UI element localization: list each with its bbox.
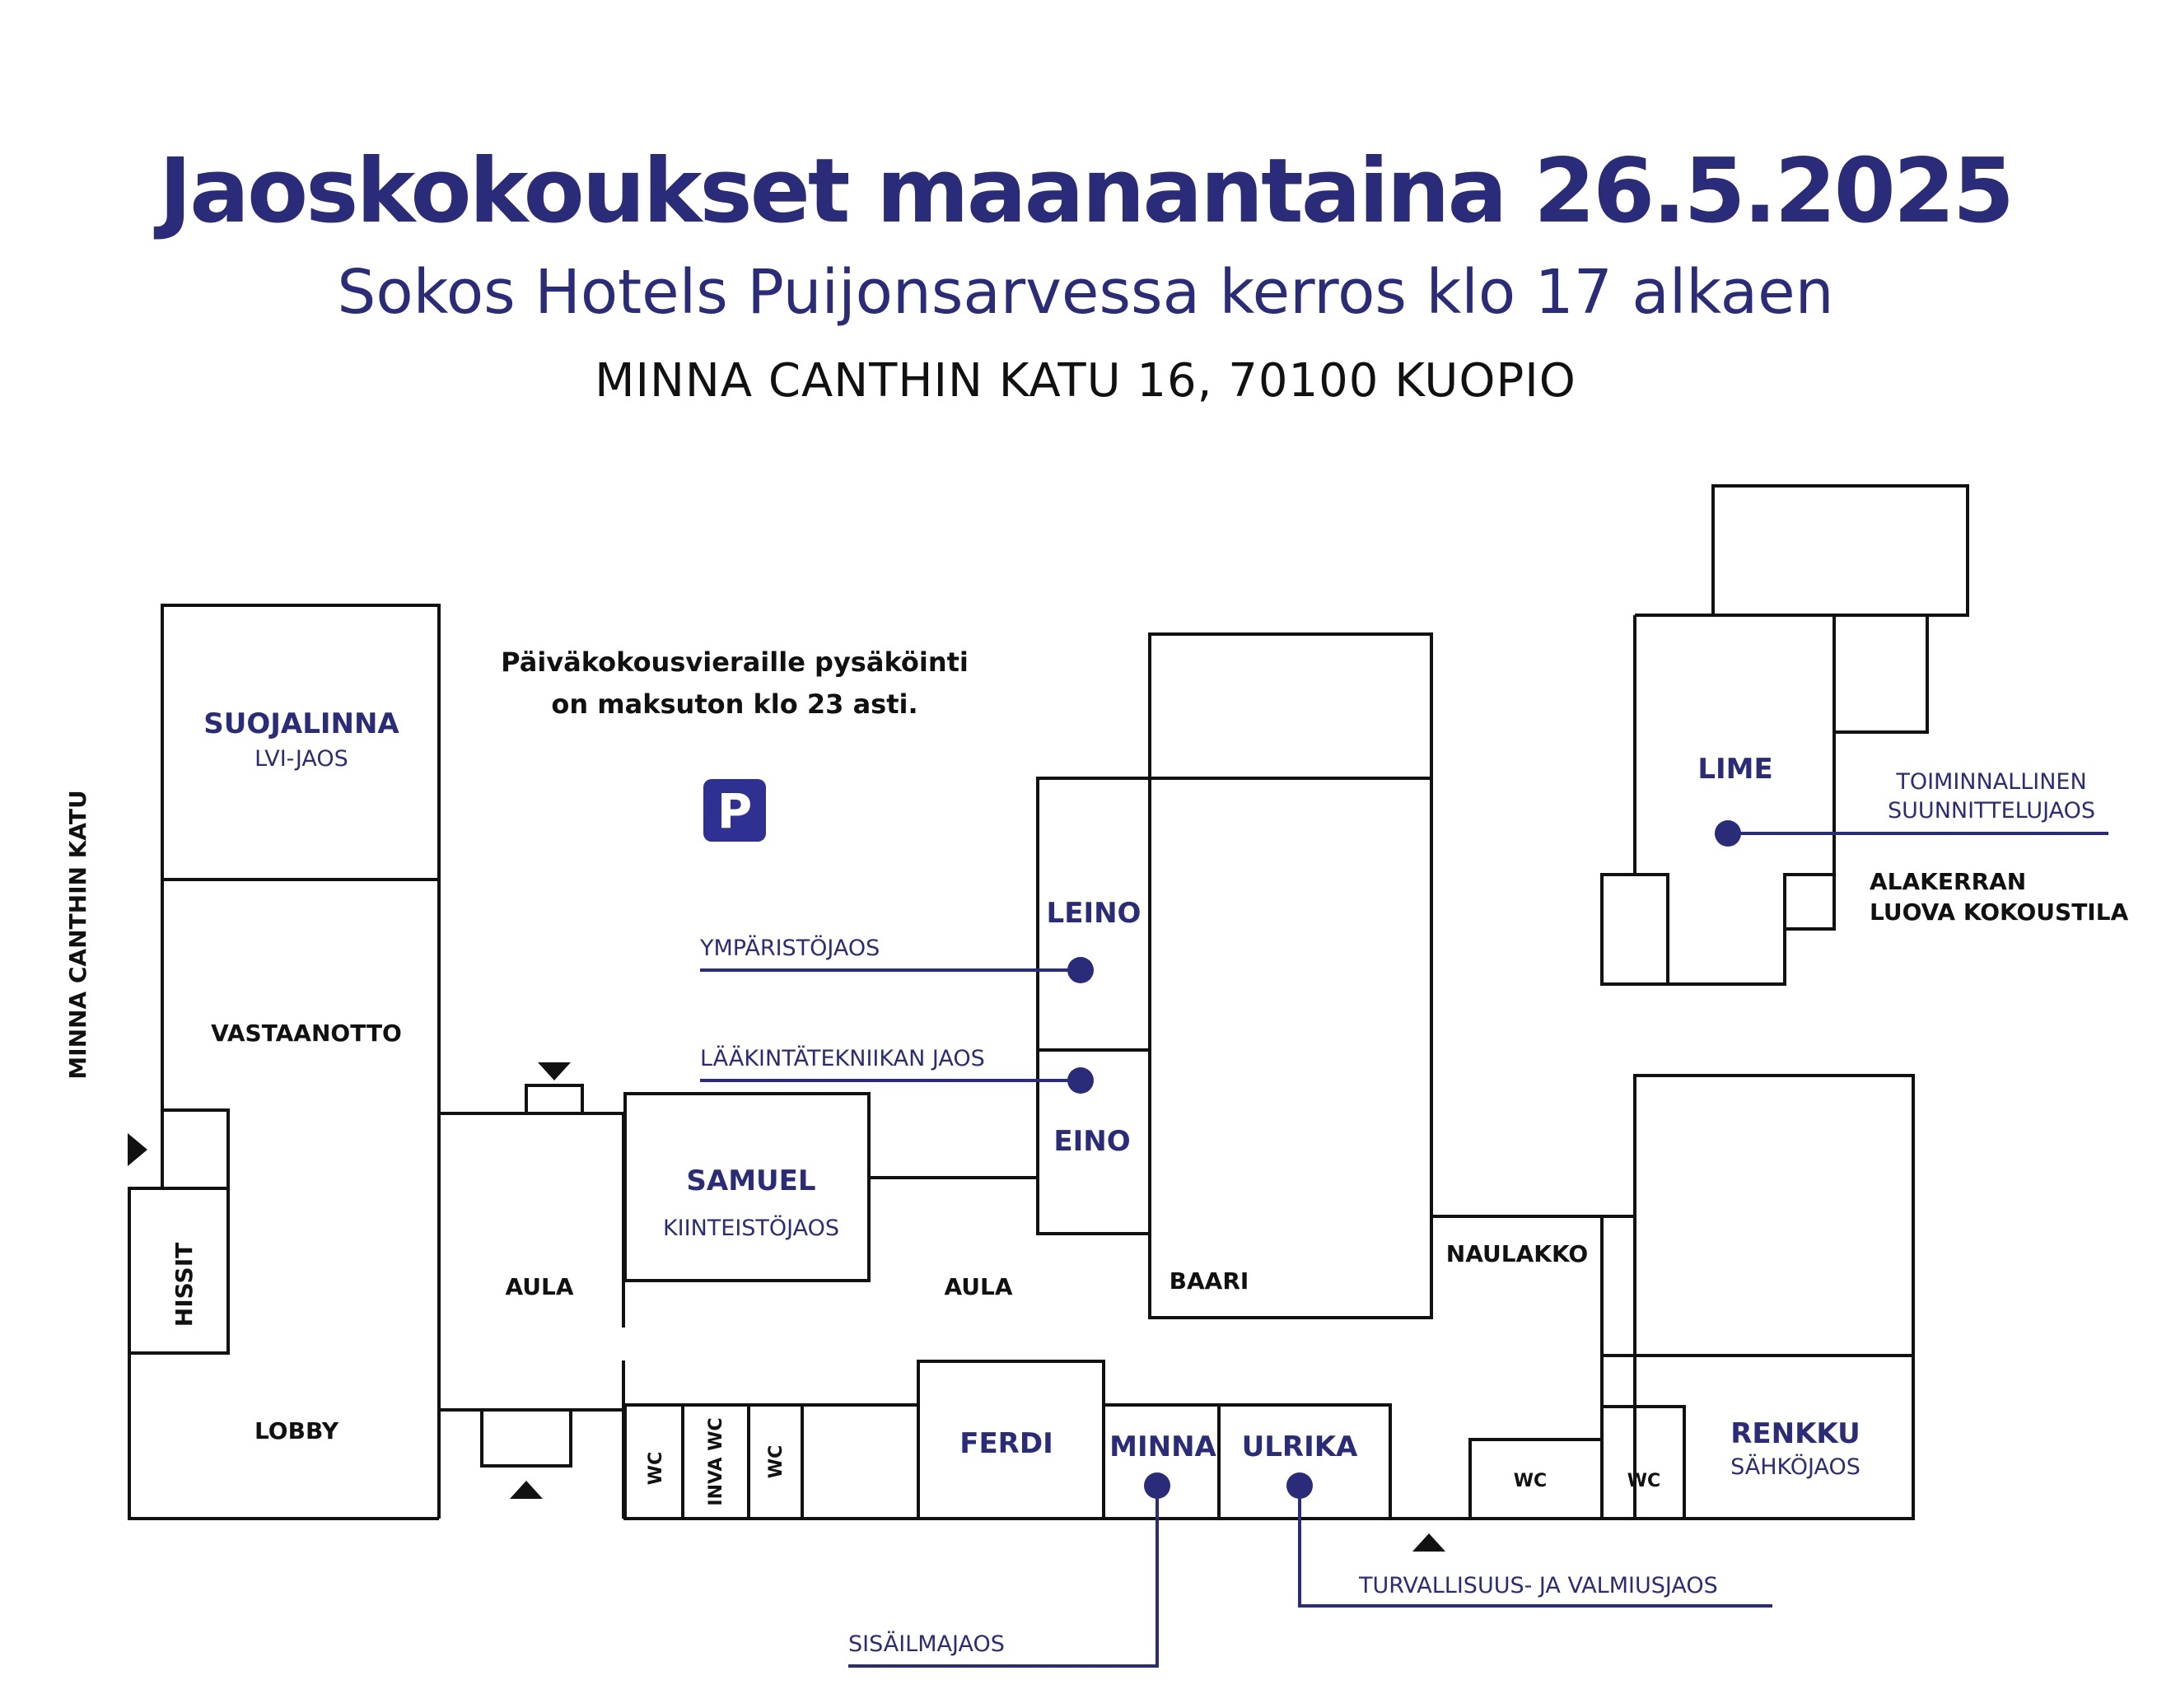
- room-inva-wc: INVA WC: [706, 1417, 726, 1506]
- room-renkku[interactable]: RENKKU: [1730, 1417, 1861, 1450]
- room-naulakko: NAULAKKO: [1445, 1240, 1589, 1267]
- alakerran-label-2: LUOVA KOKOUSTILA: [1870, 898, 2129, 926]
- entrance-arrow-top: [538, 1062, 571, 1080]
- address: MINNA CANTHIN KATU 16, 70100 KUOPIO: [595, 354, 1576, 408]
- room-minna[interactable]: MINNA: [1109, 1430, 1216, 1463]
- right-bottom-walls: [1470, 1076, 1913, 1519]
- room-wc-2: WC: [766, 1444, 787, 1479]
- left-aula-walls: [439, 1085, 623, 1519]
- division-toiminnallinen-1: TOIMINNALLINEN: [1896, 769, 2087, 795]
- alakerran-label-1: ALAKERRAN: [1870, 868, 2027, 895]
- division-laakinta: LÄÄKINTÄTEKNIIKAN JAOS: [700, 1046, 985, 1071]
- room-samuel[interactable]: SAMUEL: [686, 1164, 816, 1197]
- division-ymparisto: YMPÄRISTÖJAOS: [700, 936, 880, 961]
- division-kiinteisto: KIINTEISTÖJAOS: [662, 1216, 840, 1241]
- room-eino[interactable]: EINO: [1053, 1125, 1131, 1158]
- room-ulrika[interactable]: ULRIKA: [1241, 1430, 1358, 1463]
- division-toiminnallinen-2: SUUNNITTELUJAOS: [1888, 798, 2095, 824]
- street-label: MINNA CANTHIN KATU: [64, 790, 91, 1080]
- division-sisailma: SISÄILMAJAOS: [848, 1631, 1005, 1657]
- page-title: Jaoskokoukset maanantaina 26.5.2025: [158, 140, 2013, 243]
- page-subtitle: Sokos Hotels Puijonsarvessa kerros klo 17 alkaen: [337, 257, 1834, 328]
- room-aula-left: AULA: [505, 1273, 574, 1300]
- parking-letter: P: [717, 783, 753, 839]
- room-hissit: HISSIT: [170, 1242, 198, 1328]
- entrance-arrow-right: [1412, 1533, 1445, 1552]
- leader-toiminnallinen: [1715, 820, 2108, 847]
- room-lime[interactable]: LIME: [1697, 753, 1773, 786]
- room-suojalinna[interactable]: SUOJALINNA: [203, 707, 399, 740]
- room-lobby: LOBBY: [254, 1417, 339, 1444]
- baari-room: [1150, 778, 1431, 1318]
- room-baari: BAARI: [1169, 1267, 1249, 1295]
- room-ferdi[interactable]: FERDI: [959, 1427, 1053, 1460]
- room-wc-1: WC: [646, 1451, 666, 1486]
- entrance-arrow-bottom: [510, 1481, 543, 1499]
- division-turvallisuus: TURVALLISUUS- JA VALMIUSJAOS: [1359, 1573, 1718, 1598]
- room-vastaanotto: VASTAANOTTO: [211, 1020, 402, 1047]
- left-block-walls: [129, 605, 439, 1519]
- room-wc-3: WC: [1513, 1471, 1548, 1491]
- room-wc-4: WC: [1627, 1471, 1661, 1491]
- room-leino[interactable]: LEINO: [1046, 897, 1142, 930]
- parking-note-1: Päiväkokousvieraille pysäköinti: [501, 646, 969, 678]
- division-sahko: SÄHKÖJAOS: [1730, 1454, 1861, 1480]
- baari-upper: [1150, 634, 1431, 778]
- entrance-arrow-left: [128, 1133, 147, 1166]
- division-lvi: LVI-JAOS: [254, 746, 348, 772]
- room-aula-mid: AULA: [944, 1273, 1013, 1300]
- parking-note-2: on maksuton klo 23 asti.: [551, 688, 918, 720]
